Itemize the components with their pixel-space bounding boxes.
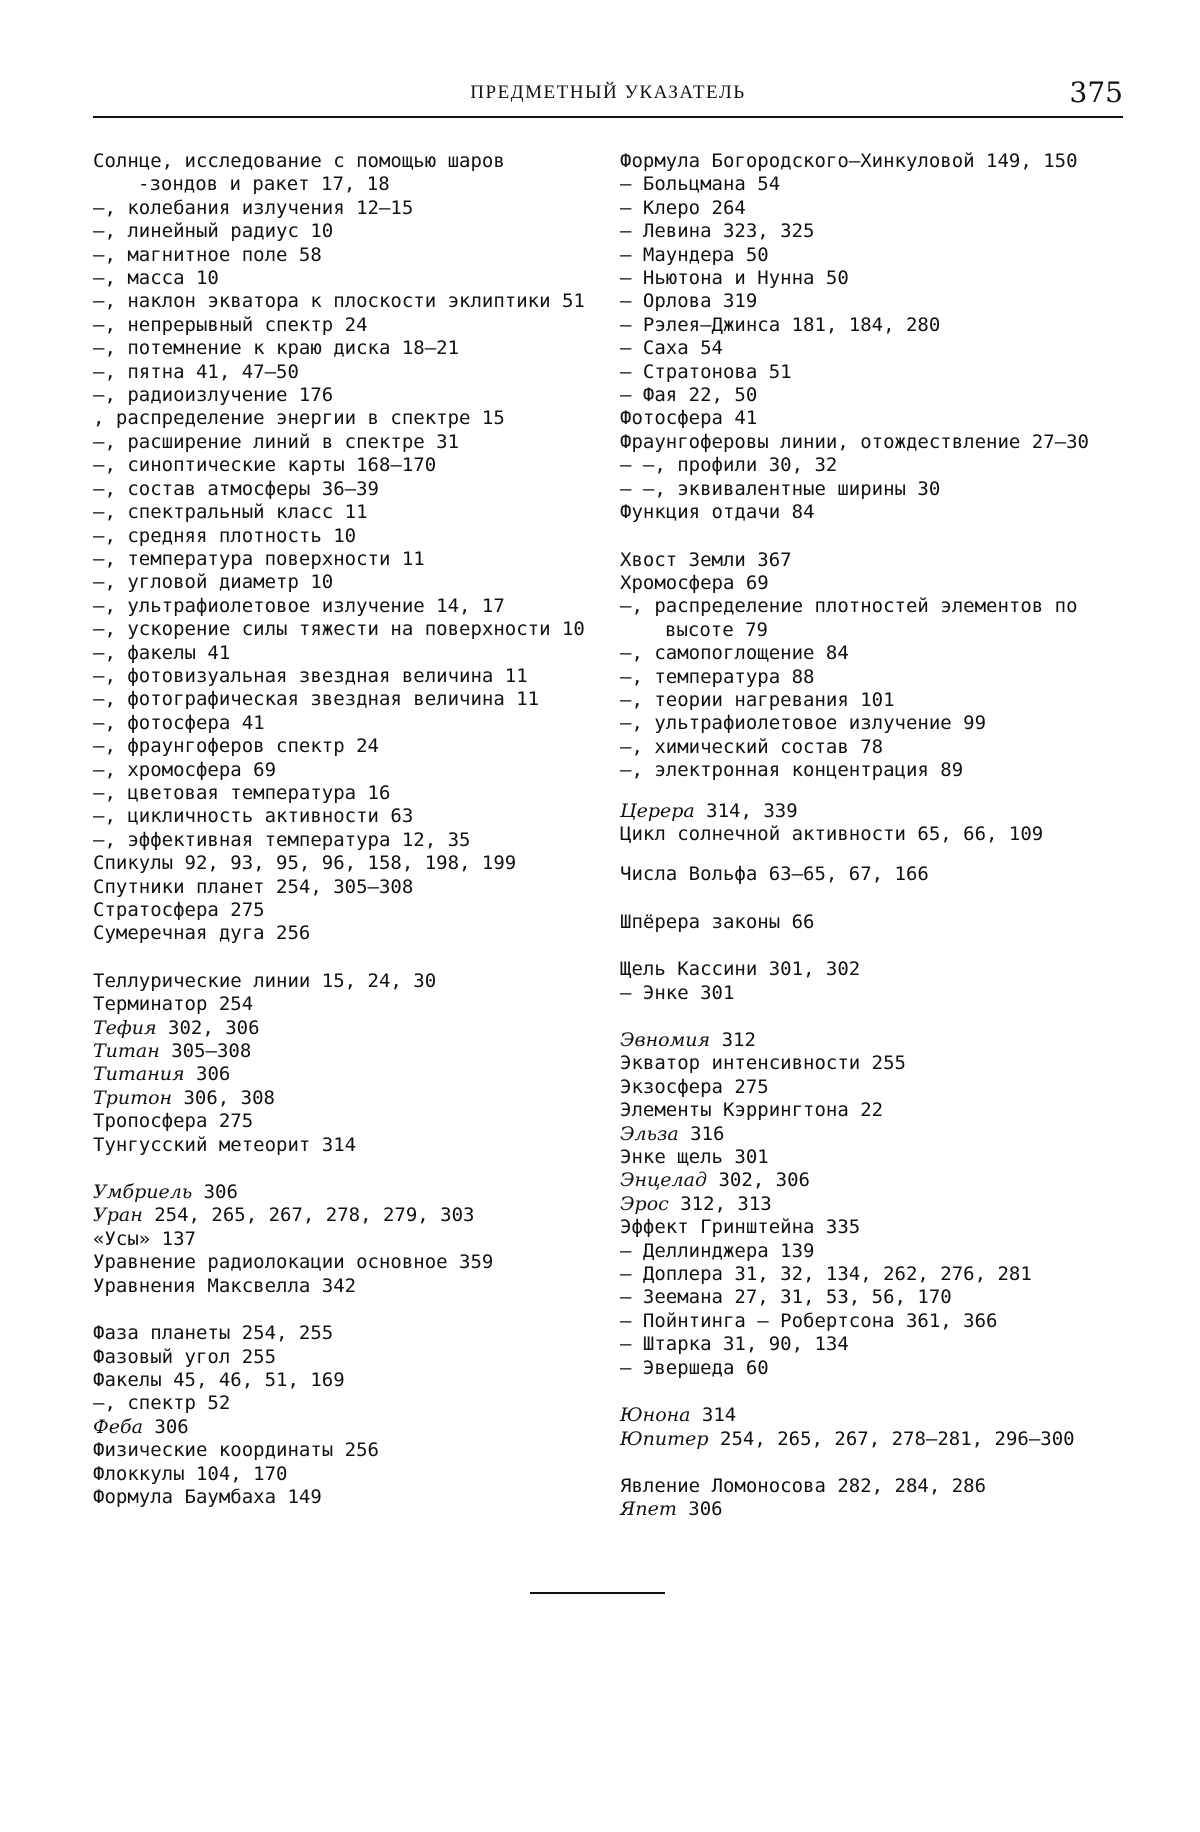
index-entry <box>620 267 1125 290</box>
index-entry <box>93 1181 588 1204</box>
entry-text: 312 <box>710 1029 756 1051</box>
entry-text: 314, 339 <box>694 799 798 822</box>
entry-text: 254, 265, 267, 278—281, 296—300 <box>708 1427 1075 1450</box>
index-entry <box>620 1404 1125 1427</box>
entry-text: —, линейный радиус 10 <box>93 220 334 243</box>
entry-text: — Штарка 31, 90, 134 <box>620 1333 849 1356</box>
entry-term-italic: Церера <box>620 799 695 822</box>
index-entry <box>620 1498 1125 1521</box>
entry-text: —, фотосфера 41 <box>93 711 265 734</box>
entry-text: Стратосфера 275 <box>93 899 265 921</box>
entry-text: Солнце, исследование с помощью шаров -зондов и ракет 17, 18 <box>93 150 505 196</box>
index-entry <box>93 618 588 641</box>
index-entry <box>620 1029 1125 1052</box>
index-entry <box>93 150 588 197</box>
index-entry <box>93 665 588 688</box>
entry-text: —, самопоглощение 84 <box>620 642 849 665</box>
index-entry <box>93 1463 588 1486</box>
entry-text: —, состав атмосферы 36—39 <box>93 477 379 500</box>
index-entry <box>93 314 588 337</box>
index-entry <box>620 384 1125 407</box>
section-gap <box>620 1005 1125 1029</box>
index-entry <box>620 642 1125 665</box>
entry-text: — Орлова 319 <box>620 290 758 313</box>
index-entry <box>93 454 588 477</box>
index-entry <box>93 337 588 360</box>
section-gap <box>93 946 588 970</box>
index-entry <box>620 244 1125 267</box>
index-entry <box>620 736 1125 759</box>
index-entry <box>620 823 1125 846</box>
index-entry <box>93 197 588 220</box>
entry-text: —, цикличность активности 63 <box>93 805 414 828</box>
index-entry <box>93 501 588 524</box>
entry-text: Факелы 45, 46, 51, 169 <box>93 1368 345 1391</box>
entry-text: — Доплера 31, 32, 134, 262, 276, 281 <box>620 1263 1032 1286</box>
index-entry <box>620 863 1125 886</box>
index-entry <box>620 1286 1125 1309</box>
entry-text: —, распределение плотностей элементов по высоте 79 <box>620 595 1078 641</box>
index-entry <box>93 1486 588 1509</box>
entry-text: —, факелы 41 <box>93 641 231 664</box>
entry-text: — Маундера 50 <box>620 243 769 266</box>
entry-text: —, цветовая температура 16 <box>93 781 391 804</box>
index-entry <box>93 595 588 618</box>
index-entry <box>93 1392 588 1415</box>
entry-text: Спикулы 92, 93, 95, 96, 158, 198, 199 <box>93 852 517 875</box>
entry-text: —, магнитное поле 58 <box>93 243 322 266</box>
entry-text: —, колебания излучения 12—15 <box>93 196 414 219</box>
entry-text: 316 <box>678 1122 725 1145</box>
entry-text: Хвост Земли 367 <box>620 548 792 571</box>
index-entry <box>93 1369 588 1392</box>
entry-text: —, ультрафиолетовое излучение 14, 17 <box>93 594 505 617</box>
index-entry <box>93 267 588 290</box>
index-entry <box>620 150 1125 173</box>
entry-text: —, масса 10 <box>93 267 219 290</box>
entry-term-italic: Эрос <box>620 1192 669 1215</box>
entry-text: — Рэлея—Джинса 181, 184, 280 <box>620 313 941 336</box>
entry-text: — Стратонова 51 <box>620 360 792 383</box>
index-entry <box>620 982 1125 1005</box>
entry-text: —, спектральный класс 11 <box>93 501 368 524</box>
index-entry <box>93 1040 588 1063</box>
index-entry <box>93 1416 588 1439</box>
index-entry <box>93 899 588 922</box>
section-gap <box>620 525 1125 549</box>
entry-text: 302, 306 <box>707 1169 810 1192</box>
entry-text: Функция отдачи 84 <box>620 501 815 524</box>
entry-text: —, ускорение силы тяжести на поверхности 10 <box>93 618 585 641</box>
entry-term-italic: Юнона <box>620 1404 691 1427</box>
entry-text: 305—308 <box>159 1040 252 1063</box>
index-column-right <box>620 150 1125 1522</box>
entry-text: — Клеро 264 <box>620 196 746 219</box>
entry-text: — Деллинджера 139 <box>620 1239 815 1262</box>
entry-text: —, фотографическая звездная величина 11 <box>93 688 540 711</box>
entry-text: 306, 308 <box>172 1086 275 1109</box>
index-entry <box>620 1428 1125 1451</box>
index-entry <box>93 220 588 243</box>
index-entry <box>620 759 1125 782</box>
index-entry <box>93 993 588 1016</box>
entry-text: — Пойнтинга — Робертсона 361, 366 <box>620 1309 998 1332</box>
entry-text: 306 <box>192 1181 238 1204</box>
entry-text: Щель Кассини 301, 302 <box>620 958 861 981</box>
index-entry <box>620 1076 1125 1099</box>
index-entry <box>620 1123 1125 1146</box>
section-gap <box>93 1157 588 1181</box>
entry-text: Фраунгоферовы линии, отождествление 27—30 <box>620 430 1089 453</box>
entry-text: —, ультрафиолетовое излучение 99 <box>620 712 987 735</box>
index-entry <box>620 290 1125 313</box>
entry-text: —, средняя плотность 10 <box>93 524 357 547</box>
entry-text: — Ньютона и Нунна 50 <box>620 267 849 290</box>
index-entry <box>93 759 588 782</box>
entry-text: Числа Вольфа 63—65, 67, 166 <box>620 863 929 886</box>
index-entry <box>620 595 1125 642</box>
index-entry <box>93 407 588 430</box>
index-entry <box>620 1475 1125 1498</box>
section-gap <box>93 1298 588 1322</box>
entry-text: — Эвершеда 60 <box>620 1356 769 1379</box>
index-entry <box>93 876 588 899</box>
entry-text: —, температура 88 <box>620 665 815 688</box>
entry-text: —, температура поверхности 11 <box>93 547 425 570</box>
entry-text: — —, эквивалентные ширины 30 <box>620 477 941 500</box>
index-entry <box>93 1346 588 1369</box>
index-entry <box>620 689 1125 712</box>
index-entry <box>620 1357 1125 1380</box>
section-gap <box>620 887 1125 911</box>
entry-text: Уравнения Максвелла 342 <box>93 1274 357 1297</box>
entry-text: Фаза планеты 254, 255 <box>93 1322 334 1345</box>
index-entry <box>620 220 1125 243</box>
index-entry <box>93 1134 588 1157</box>
index-entry <box>620 572 1125 595</box>
entry-text: Формула Богородского—Хинкуловой 149, 150 <box>620 150 1078 172</box>
entry-text: Экзосфера 275 <box>620 1075 769 1098</box>
index-entry <box>620 314 1125 337</box>
entry-term-italic: Эвномия <box>620 1029 711 1051</box>
index-entry <box>620 501 1125 524</box>
index-entry <box>93 852 588 875</box>
entry-text: Физические координаты 256 <box>93 1439 379 1462</box>
index-entry <box>620 173 1125 196</box>
entry-text: — Больцмана 54 <box>620 173 781 196</box>
index-entry <box>620 478 1125 501</box>
entry-text: —, наклон экватора к плоскости эклиптики 51 <box>93 290 585 313</box>
entry-text: — —, профили 30, 32 <box>620 454 838 477</box>
page-number: 375 <box>1069 76 1123 109</box>
index-entry <box>620 431 1125 454</box>
index-entry <box>620 1146 1125 1169</box>
entry-text: —, фраунгоферов спектр 24 <box>93 735 379 758</box>
index-entry <box>620 1310 1125 1333</box>
entry-term-italic: Феба <box>93 1415 143 1438</box>
index-entry <box>93 1275 588 1298</box>
entry-text: — Фая 22, 50 <box>620 384 758 407</box>
index-entry <box>93 922 588 945</box>
entry-term-italic: Юпитер <box>620 1427 709 1450</box>
index-entry <box>93 1322 588 1345</box>
entry-term-italic: Тритон <box>93 1086 173 1109</box>
index-entry <box>93 571 588 594</box>
index-entry <box>620 1169 1125 1192</box>
entry-text: — Саха 54 <box>620 337 723 360</box>
entry-text: 306 <box>184 1063 231 1086</box>
entry-text: —, радиоизлучение 176 <box>93 384 334 407</box>
entry-text: —, фотовизуальная звездная величина 11 <box>93 664 528 687</box>
index-entry <box>620 337 1125 360</box>
entry-text: —, электронная концентрация 89 <box>620 759 964 782</box>
index-entry <box>93 1063 588 1086</box>
index-entry <box>620 1240 1125 1263</box>
entry-text: — Левина 323, 325 <box>620 220 815 243</box>
entry-text: —, теории нагревания 101 <box>620 688 895 711</box>
index-entry <box>93 1110 588 1133</box>
index-entry <box>620 911 1125 934</box>
entry-text: Эффект Гринштейна 335 <box>620 1216 861 1239</box>
entry-text: —, спектр 52 <box>93 1392 231 1415</box>
entry-text: Сумеречная дуга 256 <box>93 922 311 945</box>
entry-text: 314 <box>690 1404 737 1427</box>
index-entry <box>93 478 588 501</box>
entry-text: —, потемнение к краю диска 18—21 <box>93 337 460 360</box>
entry-term-italic: Эльза <box>620 1122 679 1145</box>
index-entry <box>620 1052 1125 1075</box>
entry-text: Экватор интенсивности 255 <box>620 1052 906 1075</box>
entry-text: Хромосфера 69 <box>620 571 769 594</box>
section-gap <box>620 1380 1125 1404</box>
index-entry <box>93 642 588 665</box>
index-entry <box>620 407 1125 430</box>
entry-text: 312, 313 <box>668 1192 772 1215</box>
entry-text: Флоккулы 104, 170 <box>93 1462 288 1485</box>
entry-text: Элементы Кэррингтона 22 <box>620 1099 884 1122</box>
entry-text: «Усы» 137 <box>93 1227 196 1250</box>
entry-text: Тропосфера 275 <box>93 1110 254 1133</box>
entry-text: —, хромосфера 69 <box>93 758 277 781</box>
index-entry <box>620 1099 1125 1122</box>
entry-text: —, химический состав 78 <box>620 735 884 758</box>
entry-text: Фазовый угол 255 <box>93 1345 277 1368</box>
entry-text: —, непрерывный спектр 24 <box>93 313 368 336</box>
index-entry <box>93 829 588 852</box>
entry-text: 306 <box>142 1415 189 1438</box>
entry-term-italic: Титан <box>93 1040 160 1063</box>
entry-text: 302, 306 <box>156 1016 260 1039</box>
entry-text: —, угловой диаметр 10 <box>93 571 334 594</box>
index-entry <box>93 1204 588 1227</box>
index-entry <box>620 1263 1125 1286</box>
entry-text: Шпёрера законы 66 <box>620 910 815 933</box>
index-entry <box>620 549 1125 572</box>
index-entry <box>93 1228 588 1251</box>
section-gap <box>620 783 1125 800</box>
index-entry <box>620 454 1125 477</box>
entry-text: —, пятна 41, 47—50 <box>93 360 299 383</box>
section-gap <box>620 934 1125 958</box>
entry-term-italic: Япет <box>620 1498 677 1521</box>
entry-text: Теллурические линии 15, 24, 30 <box>93 969 437 992</box>
entry-text: 306 <box>676 1498 723 1521</box>
index-entry <box>93 970 588 993</box>
index-entry <box>93 290 588 313</box>
entry-text: Явление Ломоносова 282, 284, 286 <box>620 1474 987 1497</box>
index-entry <box>93 525 588 548</box>
index-entry <box>620 958 1125 981</box>
index-entry <box>93 244 588 267</box>
entry-term-italic: Титания <box>93 1063 185 1086</box>
index-entry <box>93 431 588 454</box>
running-header <box>93 76 1123 118</box>
entry-text: Уравнение радиолокации основное 359 <box>93 1251 494 1274</box>
index-entry <box>93 548 588 571</box>
entry-text: Терминатор 254 <box>93 993 254 1016</box>
index-entry <box>620 361 1125 384</box>
index-entry <box>93 805 588 828</box>
entry-text: 254, 265, 267, 278, 279, 303 <box>142 1204 475 1227</box>
entry-text: —, эффективная температура 12, 35 <box>93 828 471 851</box>
index-entry <box>93 1087 588 1110</box>
entry-text: — Зеемана 27, 31, 53, 56, 170 <box>620 1286 952 1309</box>
index-entry <box>620 197 1125 220</box>
index-entry <box>620 712 1125 735</box>
entry-term-italic: Уран <box>93 1204 143 1227</box>
entry-text: Фотосфера 41 <box>620 407 758 430</box>
end-rule <box>530 1592 665 1594</box>
entry-text: Спутники планет 254, 305—308 <box>93 875 414 898</box>
entry-term-italic: Энцелад <box>620 1169 708 1192</box>
index-entry <box>620 666 1125 689</box>
index-entry <box>93 1439 588 1462</box>
index-entry <box>93 361 588 384</box>
entry-text: Формула Баумбаха 149 <box>93 1485 322 1508</box>
section-gap <box>620 846 1125 863</box>
index-entry <box>620 1333 1125 1356</box>
index-entry <box>93 384 588 407</box>
entry-term-italic: Умбриель <box>93 1181 193 1204</box>
entry-text: — Энке 301 <box>620 981 735 1004</box>
index-entry <box>93 688 588 711</box>
section-gap <box>620 1451 1125 1475</box>
entry-term-italic: Тефия <box>93 1016 157 1039</box>
index-entry <box>620 1216 1125 1239</box>
entry-text: Энке щель 301 <box>620 1146 769 1169</box>
index-entry <box>93 1017 588 1040</box>
entry-text: Цикл солнечной активности 65, 66, 109 <box>620 822 1044 845</box>
entry-text: Тунгусский метеорит 314 <box>93 1133 357 1156</box>
entry-text: , распределение энергии в спектре 15 <box>93 407 505 430</box>
index-entry <box>93 782 588 805</box>
index-entry <box>620 800 1125 823</box>
entry-text: —, синоптические карты 168—170 <box>93 454 437 477</box>
index-entry <box>93 712 588 735</box>
entry-text: —, расширение линий в спектре 31 <box>93 430 460 453</box>
index-entry <box>93 1251 588 1274</box>
index-column-left <box>93 150 588 1509</box>
index-entry <box>93 735 588 758</box>
header-title: ПРЕДМЕТНЫЙ УКАЗАТЕЛЬ <box>470 82 746 103</box>
index-entry <box>620 1193 1125 1216</box>
